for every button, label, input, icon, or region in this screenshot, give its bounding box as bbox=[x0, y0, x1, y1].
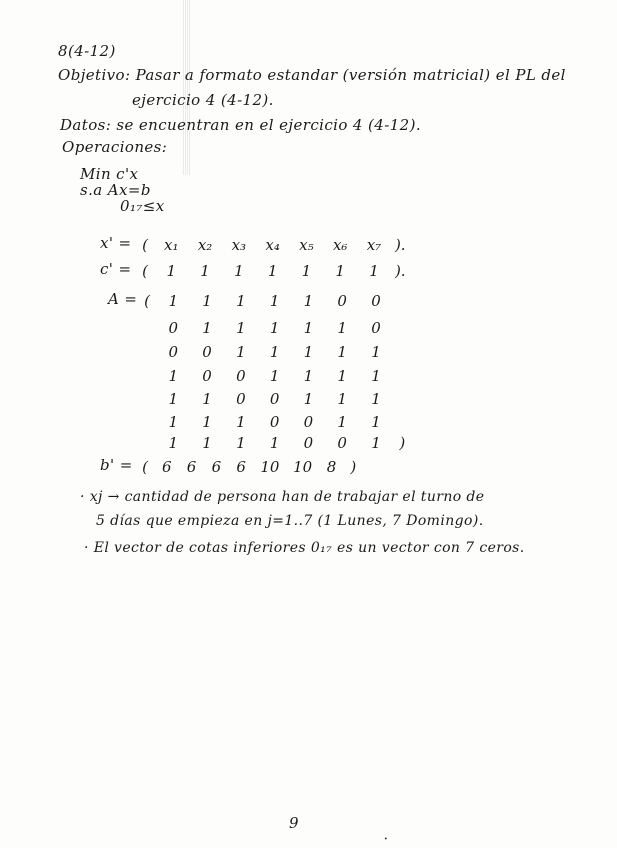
b-open-paren: ( bbox=[142, 458, 148, 476]
A-label: A = bbox=[108, 290, 138, 308]
b-entry: 6 bbox=[236, 458, 246, 476]
matrix-cell: 1 bbox=[303, 319, 314, 337]
paper-crease bbox=[183, 0, 190, 175]
matrix-cell: 1 bbox=[236, 434, 246, 452]
c-entry: 1 bbox=[200, 262, 210, 280]
matrix-cell: 1 bbox=[168, 367, 179, 385]
x-vector bbox=[138, 236, 407, 254]
x-entry: x₇ bbox=[366, 236, 382, 254]
matrix-cell: 0 bbox=[371, 319, 381, 337]
b-entry: 10 bbox=[260, 458, 280, 476]
objective-text-1: Pasar a formato estandar (versión matricial) el PL del bbox=[135, 66, 566, 84]
objective-label: Objetivo: bbox=[58, 66, 131, 84]
note-2: 5 días que empieza en j=1..7 (1 Lunes, 7 Domingo). bbox=[96, 513, 484, 529]
matrix-cell: 1 bbox=[202, 319, 212, 337]
matrix-cell: 1 bbox=[202, 390, 212, 408]
note-3: · El vector de cotas inferiores 0₁₇ es un vector con 7 ceros. bbox=[84, 540, 525, 556]
matrix-cell: 1 bbox=[236, 292, 246, 310]
matrix-cell: 1 bbox=[337, 390, 347, 408]
matrix-cell: 0 bbox=[168, 319, 179, 337]
data-line bbox=[60, 118, 421, 133]
matrix-row bbox=[140, 343, 390, 361]
matrix-cell: 1 bbox=[269, 367, 280, 385]
matrix-cell: 0 bbox=[202, 367, 212, 385]
matrix-cell: 1 bbox=[303, 390, 314, 408]
matrix-cell: 1 bbox=[337, 319, 347, 337]
c-close-paren: ). bbox=[394, 262, 406, 280]
matrix-cell: 1 bbox=[337, 343, 347, 361]
matrix-cell: 0 bbox=[303, 434, 314, 452]
A-open-paren: ( bbox=[144, 292, 150, 310]
matrix-cell: 1 bbox=[371, 390, 381, 408]
matrix-row bbox=[140, 319, 390, 337]
b-entry: 10 bbox=[293, 458, 313, 476]
x-entry: x₃ bbox=[231, 236, 247, 254]
matrix-cell: 1 bbox=[236, 343, 246, 361]
c-entry: 1 bbox=[335, 262, 345, 280]
matrix-cell: 1 bbox=[371, 367, 381, 385]
matrix-row bbox=[140, 434, 409, 452]
x-entry: x₁ bbox=[164, 236, 179, 254]
matrix-cell: 0 bbox=[202, 343, 212, 361]
matrix-row bbox=[140, 413, 390, 431]
b-vector bbox=[138, 458, 360, 476]
data-text: se encuentran en el ejercicio 4 (4-12). bbox=[116, 116, 422, 134]
b-label: b' = bbox=[100, 456, 133, 474]
matrix-cell: 1 bbox=[168, 292, 179, 310]
matrix-cell: 1 bbox=[236, 319, 246, 337]
x-entry: x₂ bbox=[197, 236, 213, 254]
model-bounds: 0₁₇≤x bbox=[120, 197, 165, 215]
matrix-row bbox=[140, 367, 390, 385]
c-label: c' = bbox=[100, 260, 132, 278]
matrix-cell: 0 bbox=[236, 390, 246, 408]
x-entry: x₆ bbox=[332, 236, 348, 254]
c-entry: 1 bbox=[369, 262, 379, 280]
matrix-cell: 1 bbox=[371, 434, 381, 452]
x-entry: x₅ bbox=[299, 236, 314, 254]
matrix-cell: 0 bbox=[337, 434, 347, 452]
matrix-cell: 1 bbox=[303, 343, 314, 361]
operations-label: Operaciones: bbox=[62, 138, 168, 156]
c-entry: 1 bbox=[166, 262, 177, 280]
matrix-cell: 1 bbox=[337, 413, 347, 431]
matrix-row bbox=[140, 292, 390, 310]
c-open-paren: ( bbox=[142, 262, 148, 280]
objective-line bbox=[58, 68, 566, 83]
page-number: 9 bbox=[289, 814, 299, 832]
matrix-cell: 1 bbox=[202, 413, 212, 431]
c-entry: 1 bbox=[267, 262, 278, 280]
matrix-cell: 1 bbox=[168, 413, 179, 431]
matrix-cell: 1 bbox=[202, 292, 212, 310]
ink-mark: • bbox=[384, 836, 388, 843]
matrix-cell: 1 bbox=[269, 292, 280, 310]
A-close-paren: ) bbox=[399, 434, 406, 452]
model-objective: Min c'x bbox=[80, 165, 139, 183]
matrix-cell: 0 bbox=[303, 413, 314, 431]
matrix-cell: 0 bbox=[371, 292, 381, 310]
b-entry: 6 bbox=[186, 458, 197, 476]
matrix-cell: 1 bbox=[168, 434, 179, 452]
matrix-cell: 0 bbox=[337, 292, 347, 310]
matrix-cell: 1 bbox=[269, 319, 280, 337]
matrix-cell: 0 bbox=[168, 343, 179, 361]
b-entry: 6 bbox=[211, 458, 222, 476]
c-entry: 1 bbox=[301, 262, 312, 280]
x-close-paren: ). bbox=[394, 236, 406, 254]
data-label: Datos: bbox=[60, 116, 112, 134]
objective-text-2: ejercicio 4 (4-12). bbox=[132, 91, 274, 109]
matrix-cell: 1 bbox=[337, 367, 347, 385]
matrix-cell: 1 bbox=[168, 390, 179, 408]
matrix-row bbox=[140, 390, 390, 408]
matrix-cell: 0 bbox=[269, 390, 280, 408]
x-open-paren: ( bbox=[142, 236, 148, 254]
matrix-cell: 0 bbox=[236, 367, 246, 385]
matrix-cell: 1 bbox=[269, 343, 280, 361]
matrix-cell: 0 bbox=[269, 413, 280, 431]
c-vector bbox=[138, 262, 407, 280]
matrix-cell: 1 bbox=[202, 434, 212, 452]
matrix-cell: 1 bbox=[303, 367, 314, 385]
matrix-cell: 1 bbox=[236, 413, 246, 431]
c-entry: 1 bbox=[234, 262, 244, 280]
b-entry: 6 bbox=[162, 458, 172, 476]
matrix-cell: 1 bbox=[303, 292, 314, 310]
matrix-cell: 1 bbox=[269, 434, 280, 452]
matrix-cell: 1 bbox=[371, 343, 381, 361]
x-label: x' = bbox=[100, 234, 132, 252]
matrix-cell: 1 bbox=[371, 413, 381, 431]
exercise-header: 8(4-12) bbox=[58, 42, 116, 60]
b-entry: 8 bbox=[326, 458, 337, 476]
note-1: · xj → cantidad de persona han de trabajar el turno de bbox=[80, 489, 485, 505]
b-close-paren: ) bbox=[350, 458, 357, 476]
x-entry: x₄ bbox=[265, 236, 280, 254]
model-constraints: s.a Ax=b bbox=[80, 181, 151, 199]
